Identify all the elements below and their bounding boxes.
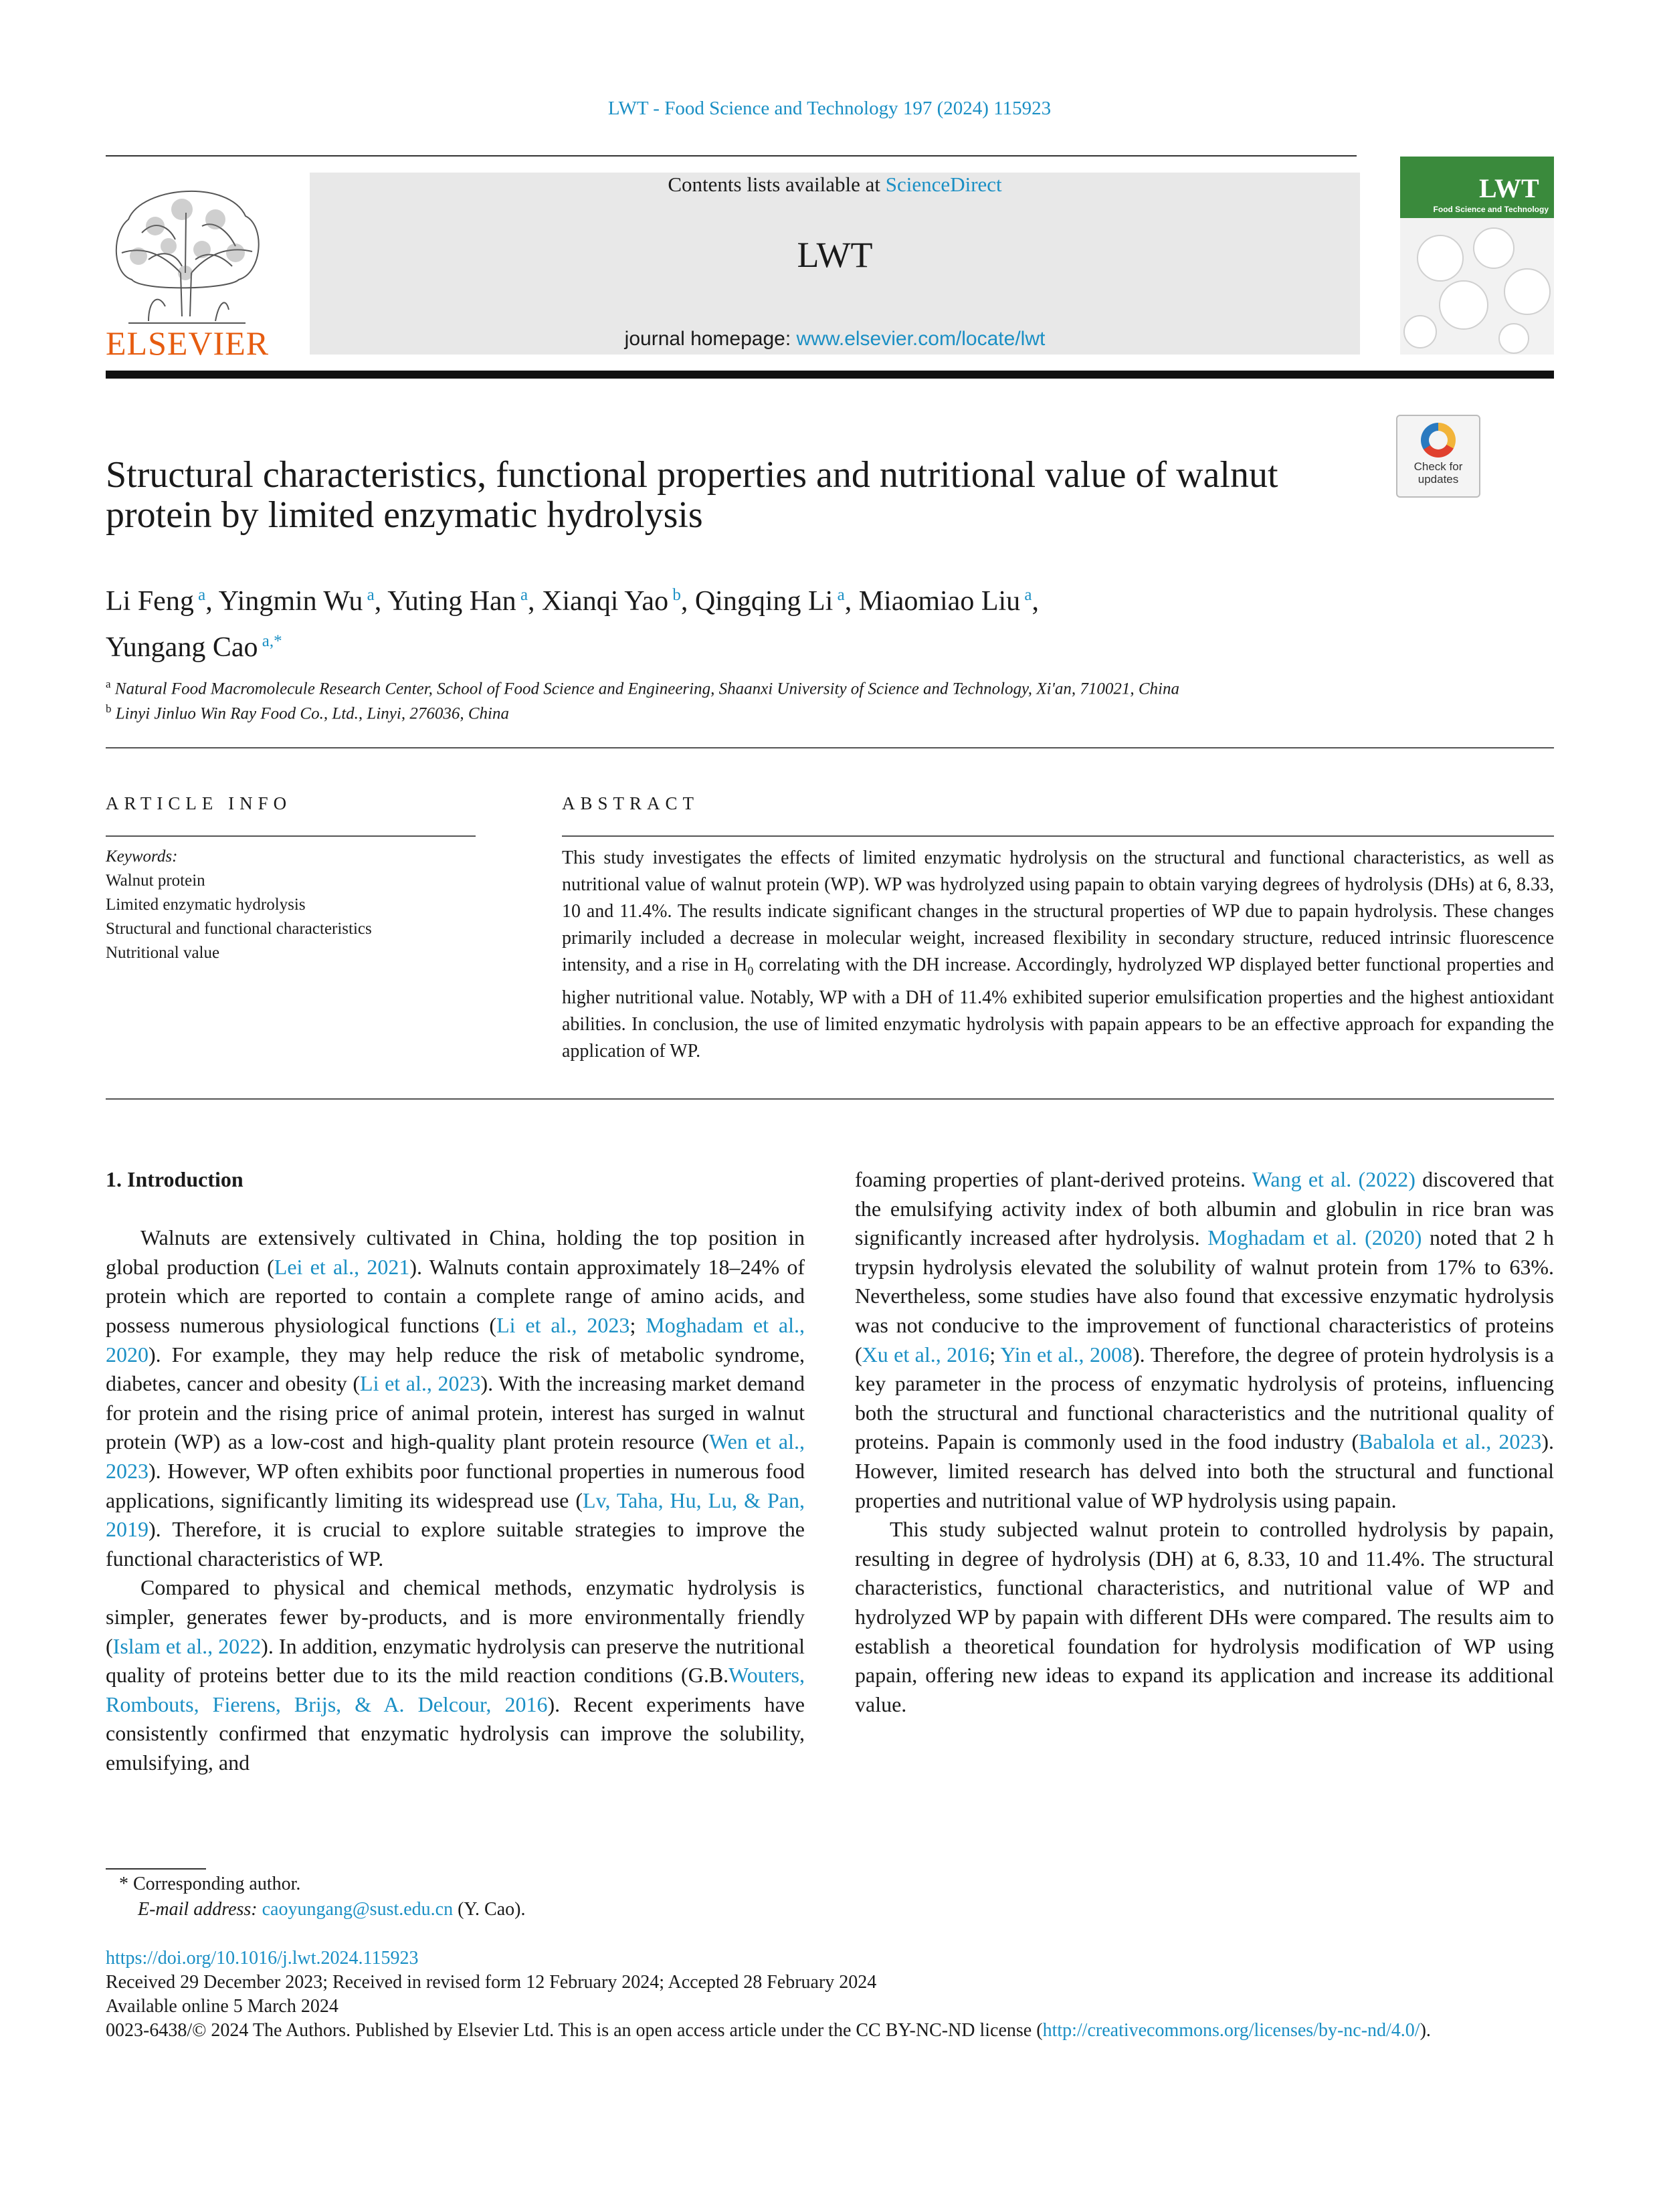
citation-link[interactable]: Wouters, Rombouts, Fierens, Brijs, & A. Delcour, 2016 (106, 1663, 805, 1716)
affiliation-b: $^b$ Linyi Jinluo Win Ray Food Co., Ltd., Linyi, 276036, China (106, 702, 509, 723)
author-name[interactable]: Miaomiao Liu (858, 586, 1021, 617)
keywords-label: Keywords: (106, 847, 178, 866)
citation-link[interactable]: Yin et al., 2008 (1000, 1342, 1133, 1367)
keywords-block (106, 845, 480, 965)
corresponding-author-note: * Corresponding author. (119, 1874, 301, 1894)
author-affiliation-mark[interactable]: a (363, 586, 375, 604)
body-column-right (855, 1165, 1554, 1719)
author-affiliation-mark[interactable]: b (668, 586, 681, 604)
cover-title: LWT (1479, 173, 1539, 203)
article-title: Structural characteristics, functional properties and nutritional value of walnut protein by limited enzymatic hydrolysis (106, 454, 1278, 536)
keyword-item: Walnut protein (106, 872, 205, 890)
keyword-item: Structural and functional characteristics (106, 920, 372, 938)
author-name[interactable]: Xianqi Yao (542, 586, 669, 617)
article-info-heading: ARTICLE INFO (106, 793, 292, 813)
history-dates: Received 29 December 2023; Received in revised form 12 February 2024; Accepted 28 February 2024 (106, 1972, 877, 1993)
intro-paragraph-3: This study subjected walnut protein to controlled hydrolysis by papain, resulting in degree of hydrolysis (DH) at 6, 8.33, 10 and 11.4%. The structural characteristics, functional characteristics, and nutritional value of WP and hydrolyzed WP by papain with different DHs were compared. The results aim to establish a theoretical foundation for hydrolysis modification of WP using papain, offering new ideas to expand its application and increase its additional value. (855, 1517, 1554, 1716)
sciencedirect-link[interactable]: ScienceDirect (885, 173, 1002, 196)
keyword-item: Nutritional value (106, 944, 220, 962)
check-updates-label: Check for updates (1413, 460, 1463, 486)
author-affiliation-mark[interactable]: a,* (258, 632, 282, 650)
author-name[interactable]: Li Feng (106, 586, 194, 617)
affiliation-a: $^a$ Natural Food Macromolecule Research Center, School of Food Science and Engineering, Shaanxi University of Science and Technology, Xi'an, 710021, China (106, 678, 1179, 698)
citation-link[interactable]: Lv, Taha, Hu, Lu, & Pan, 2019 (106, 1488, 805, 1542)
check-updates-icon (1421, 423, 1456, 458)
email-link[interactable]: caoyungang@sust.edu.cn (262, 1899, 454, 1920)
affiliation-rule (106, 747, 1554, 748)
keyword-item: Limited enzymatic hydrolysis (106, 896, 306, 914)
journal-name: LWT (797, 235, 873, 275)
footnote (119, 1872, 525, 1922)
elsevier-wordmark: ELSEVIER (106, 324, 270, 362)
author-affiliation-mark[interactable]: a (1020, 586, 1032, 604)
homepage-prefix: journal homepage: (624, 328, 797, 350)
author-name[interactable]: Yingmin Wu (218, 586, 363, 617)
homepage-line (310, 328, 1360, 350)
article-info-rule (106, 835, 476, 837)
check-for-updates-button[interactable] (1396, 415, 1480, 498)
intro-heading: 1. Introduction (106, 1167, 243, 1191)
author-affiliation-mark[interactable]: a (516, 586, 528, 604)
license-line: 0023-6438/© 2024 The Authors. Published by Elsevier Ltd. This is an open access article under the CC BY-NC-ND license (http://creativecommons.org/licenses/by-nc-nd/4.0/). (106, 2020, 1431, 2041)
citation-link[interactable]: Lei et al., 2021 (274, 1254, 410, 1279)
author-name[interactable]: Yungang Cao (106, 632, 258, 663)
body-column-left (106, 1165, 805, 1777)
intro-paragraph-2: Compared to physical and chemical methods, enzymatic hydrolysis is simpler, generates fewer by-products, and is more environmentally friendly (Islam et al., 2022). In addition, enzymatic hydrolysis can preserve the nutritional quality of proteins better due to its the mild reaction conditions (G.B.Wouters, Rombouts, Fierens, Brijs, & A. Delcour, 2016). Recent experiments have consistently confirmed that enzymatic hydrolysis can improve the solubility, emulsifying, and (106, 1575, 805, 1775)
abstract-end-rule (106, 1098, 1554, 1100)
license-link[interactable]: http://creativecommons.org/licenses/by-nc-nd/4.0/ (1042, 2020, 1420, 2041)
citation-link[interactable]: Li et al., 2023 (360, 1371, 481, 1396)
citation-link[interactable]: Li et al., 2023 (496, 1312, 630, 1337)
available-online: Available online 5 March 2024 (106, 1996, 338, 2017)
header-rule (106, 155, 1357, 157)
masthead-rule (106, 371, 1554, 379)
author-name[interactable]: Yuting Han (387, 586, 516, 617)
article-footer (106, 1946, 1554, 2043)
homepage-link[interactable]: www.elsevier.com/locate/lwt (796, 328, 1046, 350)
author-name[interactable]: Qingqing Li (694, 586, 834, 617)
journal-cover[interactable] (1400, 157, 1554, 355)
citation-link[interactable]: Babalola et al., 2023 (1359, 1429, 1542, 1454)
abstract-heading: ABSTRACT (562, 793, 700, 813)
cover-subtitle: Food Science and Technology (1433, 205, 1549, 214)
abstract-text: This study investigates the effects of limited enzymatic hydrolysis on the structural and functional characteristics, as well as nutritional value of walnut protein (WP). WP was hydrolyzed using papain to obtain varying degrees of hydrolysis (DHs) at 6, 8.33, 10 and 11.4%. The results indicate significant changes in the structural properties of WP due to papain hydrolysis. These changes primarily included a decrease in molecular weight, increased flexibility in secondary structure, reduced intrinsic fluorescence intensity, and a rise in $H_0$ correlating with the DH increase. Accordingly, hydrolyzed WP displayed better functional properties and higher nutritional value. Notably, WP with a DH of 11.4% exhibited superior emulsification properties and the highest antioxidant abilities. In conclusion, the use of limited enzymatic hydrolysis with papain appears to be an effective approach for expanding the application of WP. (562, 847, 1555, 1062)
abstract-rule (562, 835, 1554, 837)
contents-prefix: Contents lists available at (668, 173, 886, 196)
citation-link[interactable]: Wen et al., 2023 (106, 1429, 805, 1483)
citation-link[interactable]: Islam et al., 2022 (112, 1633, 262, 1658)
author-list: Li Feng $^a$, Yingmin Wu $^a$, Yuting Han $^a$, Xianqi Yao $^b$, Qingqing Li $^a$, Miaomiao Liu $^a$, Yungang Cao $^{a,*}$ (106, 586, 1040, 663)
citation-link[interactable]: Moghadam et al., 2020 (106, 1312, 805, 1367)
cover-pattern-icon (1400, 218, 1554, 355)
citation-link[interactable]: Moghadam et al. (2020) (1207, 1225, 1422, 1250)
author-affiliation-mark[interactable]: a (193, 586, 206, 604)
citation-link[interactable]: Wang et al. (2022) (1252, 1167, 1416, 1191)
intro-paragraph-1: Walnuts are extensively cultivated in China, holding the top position in global production (Lei et al., 2021). Walnuts contain approximately 18–24% of protein which are reported to contain a complete range of amino acids, and possess numerous physiological functions (Li et al., 2023; Moghadam et al., 2020). For example, they may help reduce the risk of metabolic syndrome, diabetes, cancer and obesity (Li et al., 2023). With the increasing market demand for protein and the rising price of animal protein, interest has surged in walnut protein (WP) as a low-cost and high-quality plant protein resource (Wen et al., 2023). However, WP often exhibits poor functional properties in numerous food applications, significantly limiting its widespread use (Lv, Taha, Hu, Lu, & Pan, 2019). Therefore, it is crucial to explore suitable strategies to improve the functional characteristics of WP. (106, 1225, 805, 1571)
running-head[interactable]: LWT - Food Science and Technology 197 (2024) 115923 (607, 98, 1052, 119)
intro-paragraph-2-cont: foaming properties of plant-derived proteins. Wang et al. (2022) discovered that the emulsifying activity index of both albumin and globulin in rice bran was significantly increased after hydrolysis. Moghadam et al. (2020) noted that 2 h trypsin hydrolysis elevated the solubility of walnut protein from 17% to 63%. Nevertheless, some studies have also found that excessive enzymatic hydrolysis was not conducive to the improvement of functional characteristics of proteins (Xu et al., 2016; Yin et al., 2008). Therefore, the degree of protein hydrolysis is a key parameter in the process of enzymatic hydrolysis of proteins, influencing both the structural and functional characteristics and the nutritional quality of proteins. Papain is commonly used in the food industry (Babalola et al., 2023). However, limited research has delved into both the structural and functional properties and nutritional value of WP hydrolysis using papain. (855, 1167, 1555, 1512)
footnote-rule (106, 1868, 206, 1870)
author-affiliation-mark[interactable]: a (833, 586, 845, 604)
cover-image (1400, 218, 1554, 355)
citation-link[interactable]: Xu et al., 2016 (862, 1342, 990, 1367)
doi-link[interactable]: https://doi.org/10.1016/j.lwt.2024.115923 (106, 1948, 419, 1969)
contents-line (310, 173, 1360, 197)
email-line: E-mail address: caoyungang@sust.edu.cn (Y. Cao). (138, 1899, 526, 1920)
